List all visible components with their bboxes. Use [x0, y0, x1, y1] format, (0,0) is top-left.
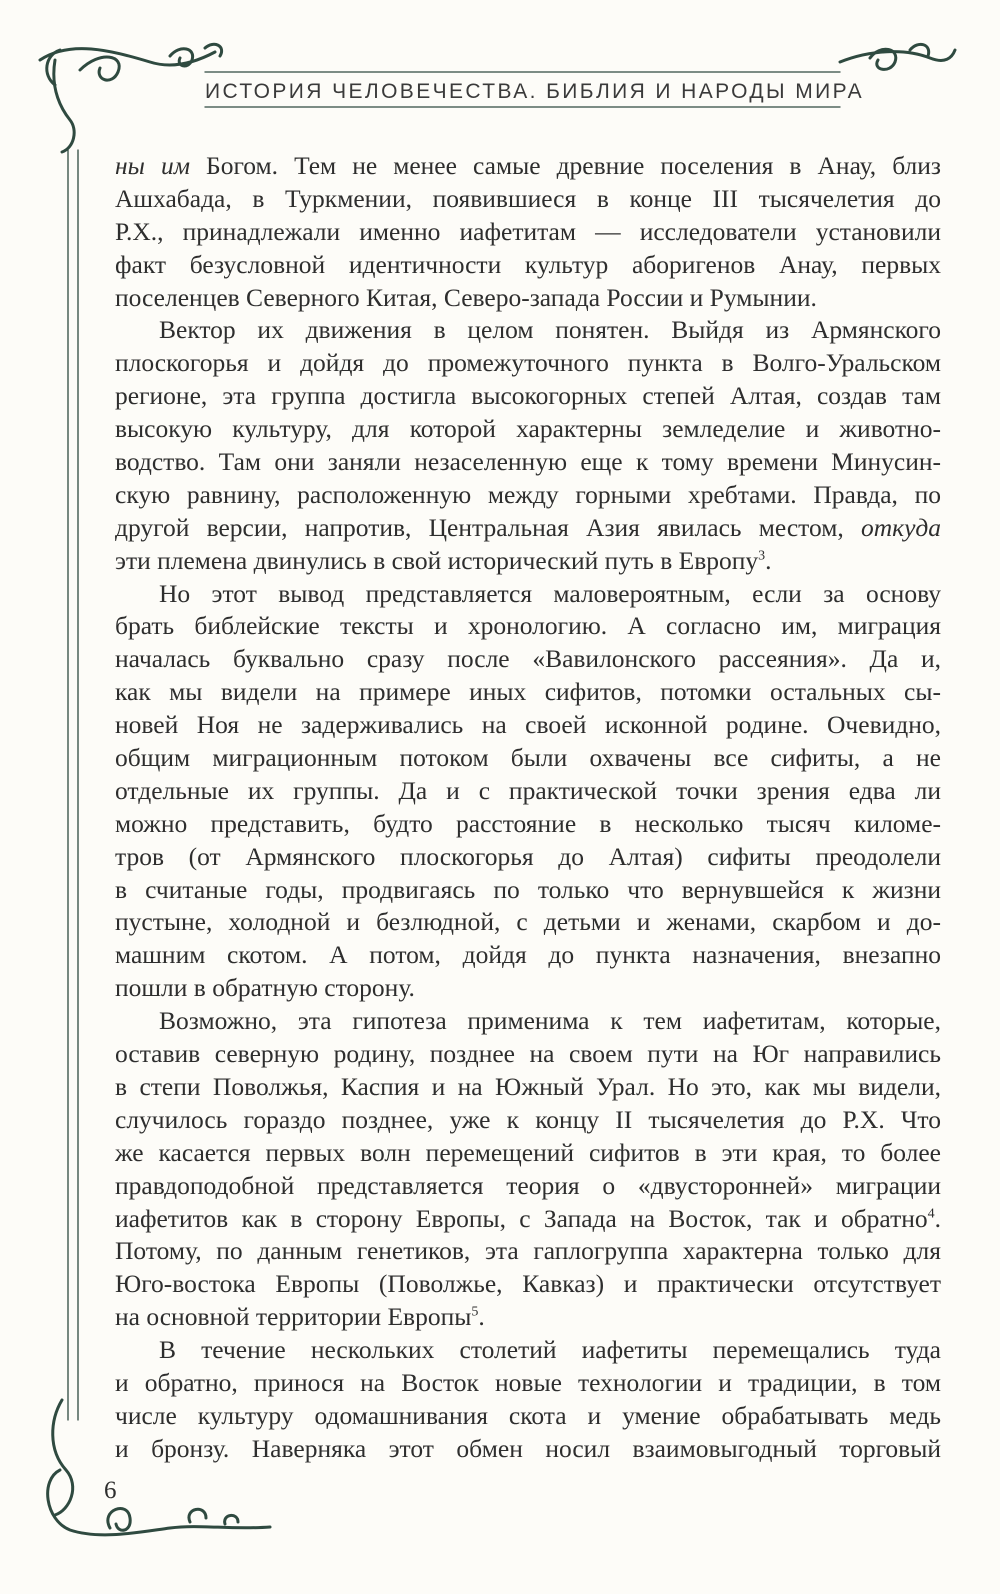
text-line: новей Ноя не задерживались на своей исконной родине. Очевидно, [115, 710, 941, 740]
text-line: случилось гораздо позднее, уже к концу II тысячелетия до Р.Х. Что [115, 1104, 941, 1134]
text-line: тров (от Армянского плоскогорья до Алтая) сифиты преодолели [115, 841, 941, 871]
bottom-left-flourish [53, 1400, 73, 1515]
footnote-ref[interactable]: 4 [927, 1206, 935, 1221]
text-line: ны им Богом. Тем не менее самые древние поселения в Анау, близ [115, 151, 941, 180]
text-line: и обратно, принося на Восток новые технологии и традиции, в том [115, 1367, 941, 1397]
text-line: в считаные годы, продвигаясь по только что вернувшейся к жизни [115, 874, 941, 904]
text-line: эти племена двинулись в свой исторический путь в Европу$^3$. [115, 545, 772, 575]
text-line: общим миграционным потоком были охвачены все сифиты, а не [115, 743, 941, 773]
text-line: правдоподобной представляется теория о «двусторонней» миграции [115, 1170, 941, 1200]
text-line: на основной территории Европы$^5$. [115, 1302, 485, 1332]
footnote-ref[interactable]: 3 [758, 548, 766, 564]
running-header: ИСТОРИЯ ЧЕЛОВЕЧЕСТВА. БИБЛИЯ И НАРОДЫ МИРА [205, 80, 864, 103]
page-number: 6 [104, 1477, 117, 1504]
text-line: и бронзу. Наверняка этот обмен носил взаимовыгодный торговый [115, 1433, 941, 1463]
text-line: Р.Х., принадлежали именно иафетитам — исследователи установили [115, 216, 941, 246]
text-line: оставив северную родину, позднее на своем пути на Юг направились [115, 1039, 941, 1069]
top-right-flourish [840, 50, 955, 62]
text-line: Потому, по данным генетиков, эта гаплогруппа характерна только для [115, 1236, 941, 1266]
text-line: плоскогорья и дойдя до промежуточного пункта в Волго-Уральском [115, 348, 941, 378]
text-line: Возможно, эта гипотеза применима к тем иафетитам, которые, [159, 1006, 941, 1036]
text-line: водство. Там они заняли незаселенную еще к тому времени Минусин- [115, 447, 941, 477]
text-line: Юго-востока Европы (Поволжье, Кавказ) и практически отсутствует [115, 1269, 941, 1299]
text-line: высокую культуру, для которой характерны земледелие и животно- [115, 414, 941, 444]
text-line: пустыне, холодной и безлюдной, с детьми и женами, скарбом и до- [115, 907, 941, 937]
body-text [115, 150, 941, 1466]
text-line: брать библейские тексты и хронологию. А согласно им, миграция [115, 611, 941, 641]
text-line: в степи Поволжья, Каспия и на Южный Урал. Но это, как мы видели, [115, 1071, 941, 1101]
text-line: иафетитов как в сторону Европы, с Запада на Восток, так и обратно$^4$. [115, 1203, 941, 1233]
text-line: другой версии, напротив, Центральная Азия явилась местом, откуда [115, 512, 941, 542]
footnote-ref[interactable]: 5 [471, 1304, 479, 1320]
text-line: пошли в обратную сторону. [115, 973, 415, 1003]
text-line: Но этот вывод представляется маловероятным, если за основу [159, 578, 941, 608]
text-line: отдельные их группы. Да и с практической точки зрения едва ли [115, 775, 941, 805]
text-line: регионе, эта группа достигла высокогорных степей Алтая, создав там [115, 381, 941, 411]
text-line: Вектор их движения в целом понятен. Выйдя из Армянского [159, 315, 941, 345]
text-line: факт безусловной идентичности культур аборигенов Анау, первых [115, 249, 941, 279]
text-line: числе культуру одомашнивания скота и умение обрабатывать медь [115, 1400, 941, 1430]
text-line: же касается первых волн перемещений сифитов в эти края, то более [115, 1137, 941, 1167]
text-line: можно представить, будто расстояние в несколько тысяч киломе- [115, 808, 941, 838]
text-line: Ашхабада, в Туркмении, появившиеся в конце III тысячелетия до [115, 183, 941, 213]
text-line: скую равнину, расположенную между горными хребтами. Правда, по [115, 479, 941, 509]
text-line: поселенцев Северного Китая, Северо-запада России и Румынии. [115, 282, 817, 312]
text-line: началась буквально сразу после «Вавилонского рассеяния». Да и, [115, 644, 941, 674]
text-line: машним скотом. А потом, дойдя до пункта назначения, внезапно [115, 940, 941, 970]
text-line: как мы видели на примере иных сифитов, потомки остальных сы- [115, 677, 941, 707]
text-line: В течение нескольких столетий иафетиты перемещались туда [159, 1335, 941, 1365]
